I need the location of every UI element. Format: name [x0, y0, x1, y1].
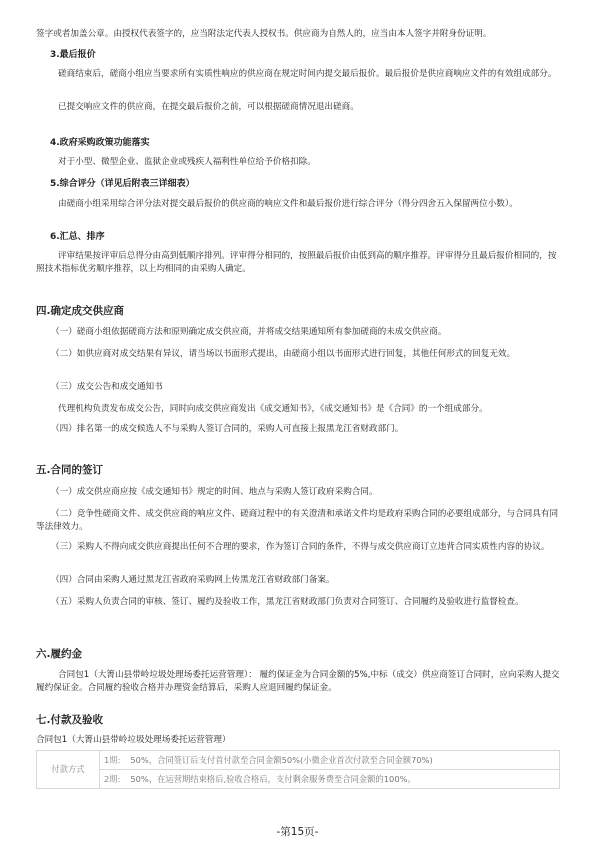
table-cell — [100, 751, 560, 770]
paragraph: （四）排名第一的成交候选人不与采购人签订合同的，采购人可直接上报黑龙江省财政部门。 — [51, 424, 404, 434]
paragraph: 对于小型、微型企业、监狱企业或残疾人福利性单位给予价格扣除。 — [58, 157, 316, 167]
payment-term: 2期: — [104, 773, 121, 784]
paragraph: （四）合同由采购人通过黑龙江省政府采购网上传黑龙江省财政部门备案。 — [51, 575, 335, 585]
paragraph: （二）如供应商对成交结果有异议，请当场以书面形式提出，由磋商小组以书面形式进行回复，其他任何形式的回复无效。 — [51, 349, 516, 359]
intro-line: 签字或者加盖公章。由授权代表签字的，应当附法定代表人授权书。供应商为自然人的，应当由本人签字并附身份证明。 — [36, 29, 492, 39]
section-heading-final-quote: 3.最后报价 — [50, 50, 96, 60]
section-heading-determine-supplier: 四.确定成交供应商 — [36, 305, 124, 317]
paragraph: （二）竞争性磋商文件、成交供应商的响应文件、磋商过程中的有关澄清和承诺文件均是政府采购合同的必要组成部分，与合同具有同等法律效力。 — [36, 509, 559, 532]
section-heading-payment: 七.付款及验收 — [36, 714, 103, 726]
paragraph: 评审结果按评审后总得分由高到低顺序排列。评审得分相同的，按照最后报价由低到高的顺序推荐。评审得分且最后报价相同的，按照技术指标优劣顺序推荐，以上均相同的由采购人确定。 — [36, 251, 557, 274]
section-heading-scoring: 5.综合评分（详见后附表三详细表） — [50, 179, 195, 189]
payment-term-text: 50%，合同签订后支付首付款至合同金额50%(小微企业首次付款至合同金额70%) — [130, 754, 433, 765]
paragraph: 由磋商小组采用综合评分法对提交最后报价的供应商的响应文件和最后报价进行综合评分（得分四舍五入保留两位小数）。 — [58, 199, 518, 209]
paragraph: （五）采购人负责合同的审核、签订、履约及验收工作，黑龙江省财政部门负责对合同签订、合同履约及验收进行监督检查。 — [51, 597, 524, 607]
payment-table — [36, 750, 560, 789]
paragraph: （三）采购人不得向成交供应商提出任何不合理的要求，作为签订合同的条件，不得与成交供应商订立违背合同实质性内容的协议。 — [51, 542, 550, 552]
page-number: -第15页- — [276, 826, 319, 838]
contract-package-label: 合同包1（大箐山县带岭垃圾处理场委托运营管理） — [36, 735, 231, 745]
paragraph: （一）磋商小组依据磋商方法和原则确定成交供应商，并将成交结果通知所有参加磋商的未成交供应商。 — [51, 327, 447, 337]
payment-method-label: 付款方式 — [37, 751, 100, 789]
paragraph: 合同包1（大箐山县带岭垃圾处理场委托运营管理）： 履约保证金为合同金额的5%,中标（成交）供应商签订合同时，应向采购人提交履约保证金。合同履约验收合格并办理资金结算后，采购人应退回履约保证金。 — [36, 670, 560, 693]
section-heading-policy: 4.政府采购政策功能落实 — [50, 138, 150, 148]
section-heading-contract-signing: 五.合同的签订 — [36, 464, 103, 476]
table-row — [37, 751, 560, 770]
payment-term-text: 50%，在运营期结束格后,验收合格后，支付剩余服务费至合同金额的100%。 — [130, 773, 416, 784]
section-heading-performance-bond: 六.履约金 — [36, 648, 82, 660]
table-cell — [100, 770, 560, 789]
section-heading-ranking: 6.汇总、排序 — [50, 232, 105, 242]
paragraph: 代理机构负责发布成交公告，同时向成交供应商发出《成交通知书》，《成交通知书》是《合同》的一个组成部分。 — [58, 404, 488, 414]
paragraph: 已提交响应文件的供应商，在提交最后报价之前，可以根据磋商情况退出磋商。 — [58, 102, 359, 112]
paragraph: 磋商结束后，磋商小组应当要求所有实质性响应的供应商在规定时间内提交最后报价。最后报价是供应商响应文件的有效组成部分。 — [58, 69, 557, 79]
payment-term: 1期: — [104, 754, 121, 765]
paragraph: （三）成交公告和成交通知书 — [51, 382, 163, 392]
paragraph: （一）成交供应商应按《成交通知书》规定的时间、地点与采购人签订政府采购合同。 — [51, 487, 378, 497]
table-row — [37, 770, 560, 789]
